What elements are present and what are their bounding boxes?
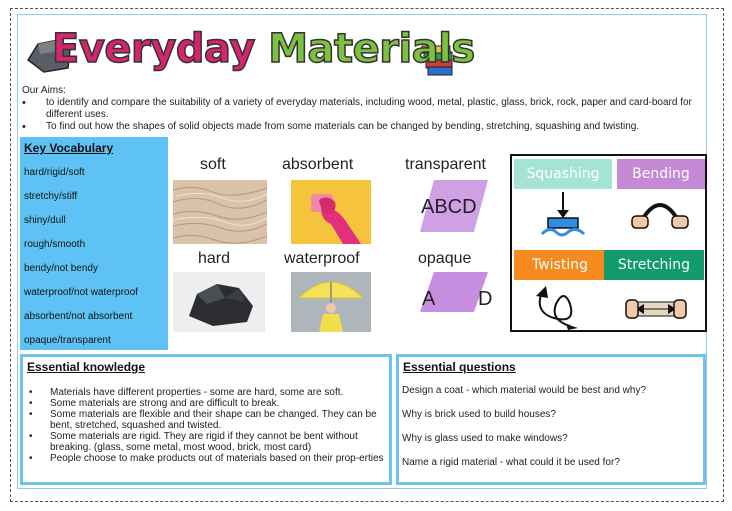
shape-change-panel xyxy=(510,154,707,332)
question-item: Why is brick used to build houses? xyxy=(402,409,556,420)
vocab-item: rough/smooth xyxy=(24,239,86,250)
vocabulary-title: Key Vocabulary xyxy=(24,141,114,155)
vocab-item: stretchy/stiff xyxy=(24,191,78,202)
vocab-item: shiny/dull xyxy=(24,215,66,226)
sponge-image xyxy=(291,180,371,244)
essential-questions-box xyxy=(396,354,706,485)
question-item: Name a rigid material - what could it be used for? xyxy=(402,457,620,468)
tag-squashing: Squashing xyxy=(514,159,612,189)
knowledge-item: • Some materials are rigid. They are rigid if they cannot be bent without breaking. (glass, some metal, most wood, brick, most card) xyxy=(29,431,385,453)
transparent-sample-text: ABCD xyxy=(421,196,477,218)
title-word-everyday: Everyday xyxy=(52,26,255,72)
opaque-shape xyxy=(420,272,493,312)
tag-stretching: Stretching xyxy=(604,250,704,280)
question-item: Why is glass used to make windows? xyxy=(402,433,568,444)
aims-list xyxy=(22,97,712,133)
essential-knowledge-box xyxy=(20,354,392,485)
svg-text:D: D xyxy=(478,288,493,310)
vocab-item: hard/rigid/soft xyxy=(24,167,85,178)
title-word-materials: Materials xyxy=(268,26,475,72)
tag-twisting: Twisting xyxy=(514,250,606,280)
umbrella-image xyxy=(291,272,371,332)
aim-item: • to identify and compare the suitability of a variety of everyday materials, including wood, metal, plastic, glass, brick, rock, paper and card-board for different uses. xyxy=(22,97,712,121)
knowledge-title: Essential knowledge xyxy=(27,360,146,374)
property-opaque: opaque xyxy=(418,250,472,267)
property-hard: hard xyxy=(198,250,231,267)
bend-icon xyxy=(630,192,690,232)
squash-icon xyxy=(536,190,590,242)
fur-image xyxy=(173,180,267,244)
knowledge-item: • Some materials are strong and are difficult to break. xyxy=(29,398,385,409)
tag-bending: Bending xyxy=(617,159,705,189)
aim-item: • To find out how the shapes of solid objects made from some materials can be changed by bending, stretching, squashing and twisting. xyxy=(22,121,712,133)
property-transparent: transparent xyxy=(405,156,486,173)
questions-title: Essential questions xyxy=(403,360,516,374)
knowledge-item: • Materials have different properties - some are hard, some are soft. xyxy=(29,387,385,398)
stretch-icon xyxy=(624,292,688,326)
knowledge-list xyxy=(29,387,385,464)
rock-image xyxy=(173,272,265,332)
vocab-item: waterproof/not waterproof xyxy=(24,287,138,298)
knowledge-item: • People choose to make products out of materials based on their prop-erties xyxy=(29,453,385,464)
twist-icon xyxy=(530,282,596,330)
property-soft: soft xyxy=(200,156,226,173)
property-absorbent: absorbent xyxy=(282,156,354,173)
vocab-item: bendy/not bendy xyxy=(24,263,98,274)
knowledge-item: • Some materials are flexible and their shape can be changed. They can be bent, stretched, squashed and twisted. xyxy=(29,409,385,431)
page-title xyxy=(52,24,475,74)
property-waterproof: waterproof xyxy=(284,250,360,267)
vocab-item: absorbent/not absorbent xyxy=(24,311,133,322)
vocabulary-panel xyxy=(20,137,168,350)
svg-text:A: A xyxy=(422,288,436,310)
vocab-item: opaque/transparent xyxy=(24,335,111,346)
question-item: Design a coat - which material would be best and why? xyxy=(402,385,647,396)
aims-heading: Our Aims: xyxy=(22,85,66,96)
aims-section xyxy=(22,85,712,133)
